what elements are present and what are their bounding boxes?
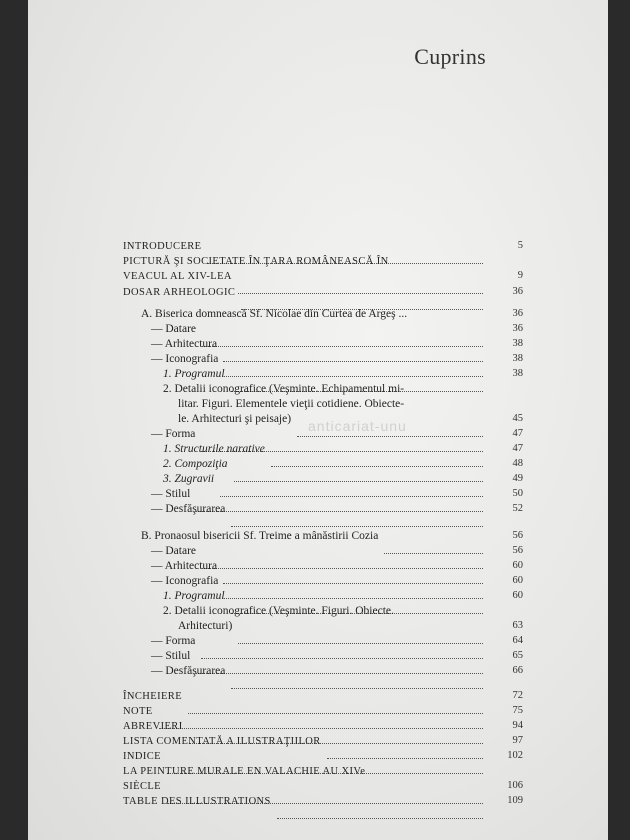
toc-page-number: 102 xyxy=(507,750,523,761)
toc-entry-title: — Datare xyxy=(151,323,197,335)
toc-entry xyxy=(123,255,483,268)
toc-entry xyxy=(123,795,483,808)
toc-entry-title: DOSAR ARHEOLOGIC xyxy=(123,287,236,298)
toc-entry xyxy=(151,635,483,648)
toc-entry-title: A. Biserica domnească Sf. Nicolae din Curtea de Argeş ... xyxy=(141,308,408,320)
toc-entry-title: 1. Programul xyxy=(163,368,225,380)
toc-entry-title: 3. Zugravii xyxy=(163,473,215,485)
toc-page-number: 60 xyxy=(512,575,523,586)
toc-page-number: 66 xyxy=(512,665,523,676)
toc-entry-title: 1. Structurile narative xyxy=(163,443,265,455)
toc-entry xyxy=(123,690,483,703)
toc-entry-title: B. Pronaosul bisericii Sf. Treime a mânăstirii Cozia xyxy=(141,530,379,542)
toc-page-number: 45 xyxy=(512,413,523,424)
toc-entry xyxy=(151,428,483,441)
toc-entry-title: — Stilul xyxy=(151,488,191,500)
toc-page-number: 38 xyxy=(512,353,523,364)
toc-page-number: 48 xyxy=(512,458,523,469)
toc-entry xyxy=(151,650,483,663)
toc-entry-title: — Iconografia xyxy=(151,353,219,365)
toc-entry-title: PICTURĂ ŞI SOCIETATE ÎN ŢARA ROMÂNEASCĂ ÎN xyxy=(123,256,389,267)
book-page xyxy=(28,0,608,840)
toc-entry xyxy=(151,353,483,366)
toc-entry xyxy=(163,383,483,396)
toc-page-number: 5 xyxy=(517,240,523,251)
toc-entry-title: — Datare xyxy=(151,545,197,557)
toc-entry-title: — Forma xyxy=(151,428,196,440)
toc-entry-title: — Desfăşurarea xyxy=(151,503,226,515)
toc-entry xyxy=(151,488,483,501)
toc-entry xyxy=(163,458,483,471)
toc-entry-title: LISTA COMENTATĂ A ILUSTRAŢIILOR xyxy=(123,736,321,747)
dot-leader xyxy=(231,516,483,527)
toc-entry-title: — Iconografia xyxy=(151,575,219,587)
toc-entry-title: ÎNCHEIERE xyxy=(123,691,183,702)
toc-entry-title: Arhitecturi) xyxy=(178,620,233,632)
toc-entry xyxy=(151,338,483,351)
toc-entry-title: 2. Detalii iconografice (Veşminte. Figuri. Obiecte. xyxy=(163,605,394,617)
toc-entry-title: le. Arhitecturi şi peisaje) xyxy=(178,413,292,425)
toc-page-number: 36 xyxy=(512,323,523,334)
toc-page-number: 38 xyxy=(512,338,523,349)
toc-page-number: 94 xyxy=(512,720,523,731)
toc-entry xyxy=(151,503,483,516)
toc-entry xyxy=(163,605,483,618)
toc-entry xyxy=(151,545,483,558)
toc-entry-title: 1. Programul xyxy=(163,590,225,602)
toc-entry xyxy=(151,323,483,336)
toc-entry-title: TABLE DES ILLUSTRATIONS xyxy=(123,796,271,807)
toc-entry-title: litar. Figuri. Elementele vieţii cotidiene. Obiecte- xyxy=(178,398,405,410)
toc-entry xyxy=(163,368,483,381)
toc-page-number: 50 xyxy=(512,488,523,499)
toc-entry-title: 2. Compoziţia xyxy=(163,458,228,470)
toc-entry xyxy=(141,308,483,321)
toc-page-number: 63 xyxy=(512,620,523,631)
toc-entry xyxy=(178,620,483,633)
toc-entry xyxy=(123,705,483,718)
toc-page-number: 60 xyxy=(512,590,523,601)
toc-entry-title: VEACUL AL XIV-LEA xyxy=(123,271,232,282)
toc-page-number: 36 xyxy=(512,308,523,319)
toc-entry xyxy=(123,765,483,778)
toc-entry-title: ABREVIERI xyxy=(123,721,183,732)
toc-entry xyxy=(123,780,483,793)
toc-entry xyxy=(123,735,483,748)
toc-page-number: 56 xyxy=(512,545,523,556)
toc-entry xyxy=(151,560,483,573)
toc-entry xyxy=(141,530,483,543)
toc-page-number: 36 xyxy=(512,286,523,297)
toc-entry-title: — Stilul xyxy=(151,650,191,662)
toc-entry-title: — Arhitectura xyxy=(151,560,218,572)
toc-entry xyxy=(123,240,483,253)
page-title: Cuprins xyxy=(414,44,486,69)
toc-page-number: 47 xyxy=(512,443,523,454)
toc-entry xyxy=(163,473,483,486)
toc-entry xyxy=(123,750,483,763)
toc-entry-title: LA PEINTURE MURALE EN VALACHIE AU XIVe xyxy=(123,766,366,777)
toc-entry xyxy=(151,575,483,588)
watermark: anticariat-unu xyxy=(308,418,407,434)
dot-leader xyxy=(231,678,483,689)
dot-leader xyxy=(277,808,483,819)
toc-page-number: 72 xyxy=(512,690,523,701)
toc-entry-title: — Forma xyxy=(151,635,196,647)
toc-page-number: 60 xyxy=(512,560,523,571)
toc-entry-title: 2. Detalii iconografice (Veşminte. Echipamentul mi- xyxy=(163,383,405,395)
toc-page-number: 56 xyxy=(512,530,523,541)
toc-page-number: 75 xyxy=(512,705,523,716)
toc-page-number: 65 xyxy=(512,650,523,661)
toc-entry xyxy=(178,413,483,426)
toc-entry-title: NOTE xyxy=(123,706,153,717)
toc-entry-title: — Desfăşurarea xyxy=(151,665,226,677)
toc-page-number: 38 xyxy=(512,368,523,379)
toc-page-number: 49 xyxy=(512,473,523,484)
toc-entry xyxy=(163,443,483,456)
toc-entry xyxy=(178,398,483,411)
toc-entry-title: — Arhitectura xyxy=(151,338,218,350)
toc-page-number: 47 xyxy=(512,428,523,439)
toc-entry-title: INDICE xyxy=(123,751,161,762)
toc-entry-title: INTRODUCERE xyxy=(123,241,202,252)
toc-page-number: 52 xyxy=(512,503,523,514)
toc-entry-title: SIÈCLE xyxy=(123,781,161,792)
toc-entry xyxy=(151,665,483,678)
toc-entry xyxy=(163,590,483,603)
toc-page-number: 64 xyxy=(512,635,523,646)
toc-page-number: 106 xyxy=(507,780,523,791)
toc-entry xyxy=(123,720,483,733)
toc-entry xyxy=(123,270,483,283)
toc-page-number: 109 xyxy=(507,795,523,806)
toc-entry xyxy=(123,286,483,299)
toc-page-number: 97 xyxy=(512,735,523,746)
toc-page-number: 9 xyxy=(517,270,523,281)
